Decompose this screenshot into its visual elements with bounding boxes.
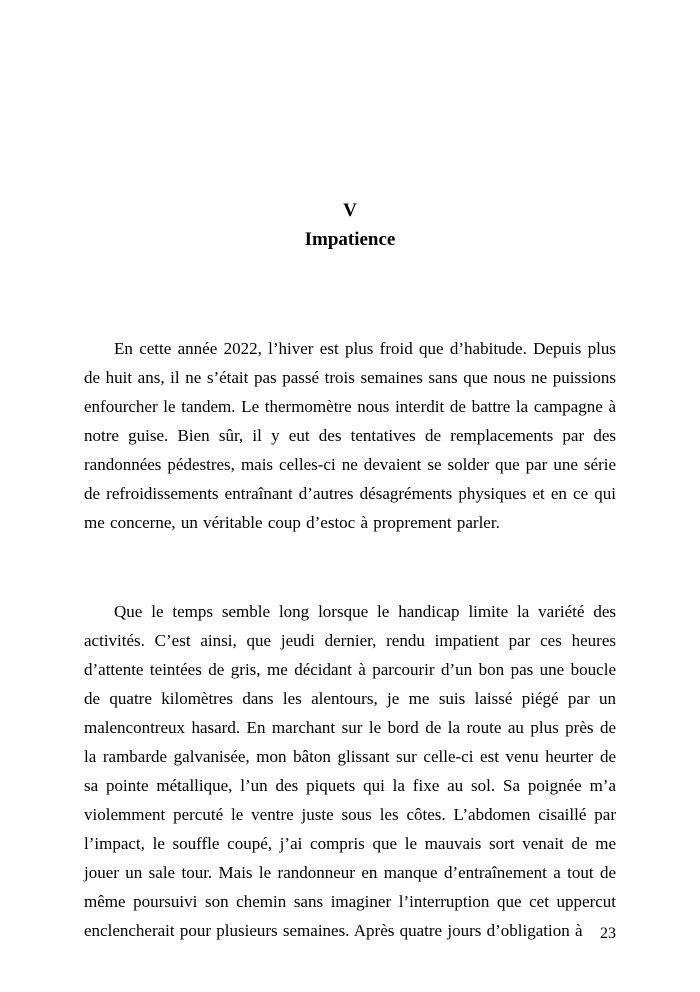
body-text (84, 334, 616, 945)
paragraph: Que le temps semble long lorsque le handicap limite la variété des activités. C’est ainsi, que jeudi dernier, rendu impatient par ces heures d’attente teintées de gris, me décidant à parcourir d’un bon pas une boucle de quatre kilomètres dans les alentours, je me suis laissé piégé par un malencontreux hasard. En marchant sur le bord de la route au plus près de la rambarde galvanisée, mon bâton glissant sur celle-ci est venu heurter de sa pointe métallique, l’un des piquets qui la fixe au sol. Sa poignée m’a violemment percuté le ventre juste sous les côtes. L’abdomen cisaillé par l’impact, le souffle coupé, j’ai compris que le mauvais sort venait de me jouer un sale tour. Mais le randonneur en manque d’entraînement a tout de même poursuivi son chemin sans imaginer l’interruption que cet uppercut enclencherait pour plusieurs semaines. Après quatre jours d’obligation à (84, 602, 616, 940)
chapter-title: Impatience (304, 229, 396, 250)
chapter-heading (84, 196, 616, 254)
page-number: 23 (600, 925, 616, 942)
chapter-number: V (343, 200, 357, 221)
paragraph: En cette année 2022, l’hiver est plus froid que d’habitude. Depuis plus de huit ans, il ne s’était pas passé trois semaines sans que nous ne puissions enfourcher le tandem. Le thermomètre nous interdit de battre la campagne à notre guise. Bien sûr, il y eut des tentatives de remplacements par des randonnées pédestres, mais celles-ci ne devaient se solder que par une série de refroidissements entraînant d’autres désagréments physiques et en ce qui me concerne, un véritable coup d’estoc à proprement parler. (84, 339, 616, 532)
